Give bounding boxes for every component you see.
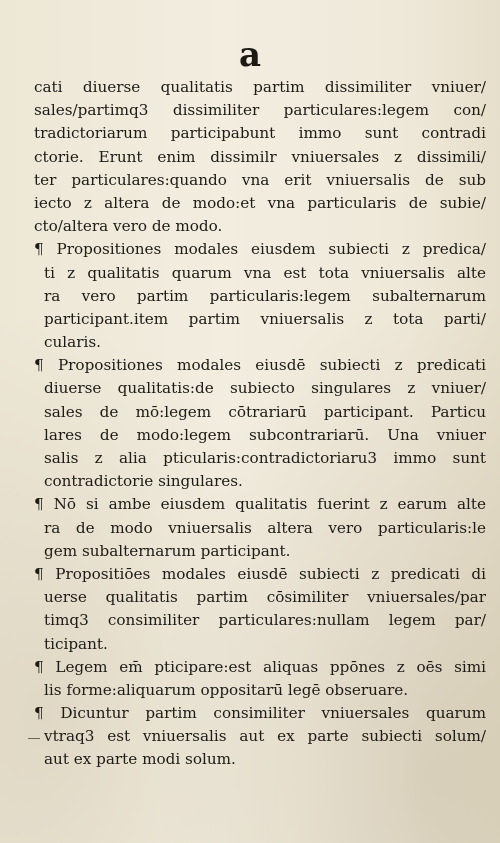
text-line: ticipant. [44, 634, 108, 653]
text-line: ter particulares:quando vna erit vniuersalis de sub [34, 170, 486, 189]
margin-mark [28, 738, 40, 739]
text-line: salis z alia pticularis:contradictoriaru3 immo sunt [44, 449, 486, 467]
text-line: ra de modo vniuersalis altera vero particularis:le [44, 518, 486, 537]
text-line: contradictorie singulares. [44, 472, 243, 491]
page-text [34, 76, 486, 772]
text-line: lares de modo:legem subcontrariarū. Una vniuer [44, 425, 486, 444]
paragraph-line: ¶ Propositiones modales eiusdem subiecti z predica/ [34, 240, 486, 259]
text-line: tradictoriarum participabunt immo sunt contradi [34, 124, 486, 143]
text-line: participant.item partim vniuersalis z tota parti/ [44, 309, 486, 328]
text-line: vtraq3 est vniuersalis aut ex parte subiecti solum/ [44, 727, 486, 746]
text-line: diuerse qualitatis:de subiecto singulares z vniuer/ [44, 379, 486, 398]
text-line: uerse qualitatis partim cōsimiliter vniuersales/par [44, 588, 486, 607]
text-line: lis forme:aliquarum oppositarū legē obseruare. [44, 680, 409, 699]
paragraph-line: ¶ Dicuntur partim consimiliter vniuersales quarum [34, 704, 486, 723]
paragraph-line: ¶ Propositiōes modales eiusdē subiecti z predicati di [34, 564, 486, 583]
text-line: aut ex parte modi solum. [44, 750, 236, 769]
text-line: timq3 consimiliter particulares:nullam legem par/ [44, 611, 486, 630]
text-line: sales de mō:legem cōtrariarū participant. Particu [44, 402, 486, 421]
text-line: ctorie. Erunt enim dissimilr vniuersales z dissimili/ [34, 147, 486, 166]
signature-mark: a [238, 35, 262, 75]
text-line: gem subalternarum participant. [44, 541, 291, 560]
text-line: sales/partimq3 dissimiliter particulares:legem con/ [34, 101, 486, 120]
text-line: cto/altera vero de modo. [34, 217, 223, 236]
text-line: iecto z altera de modo:et vna particularis de subie/ [34, 193, 486, 212]
paragraph-line: ¶ Propositiones modales eiusdē subiecti z predicati [34, 356, 486, 375]
text-line: cati diuerse qualitatis partim dissimiliter vniuer/ [34, 78, 486, 96]
text-line: cularis. [44, 333, 101, 352]
text-line: ra vero partim particularis:legem subalternarum [44, 286, 486, 305]
text-line: ti z qualitatis quarum vna est tota vniuersalis alte [44, 263, 486, 282]
paragraph-line: ¶ Legem em̄ pticipare:est aliquas ppōnes z oēs simi [34, 657, 486, 676]
paragraph-line: ¶ Nō si ambe eiusdem qualitatis fuerint z earum alte [34, 495, 486, 514]
